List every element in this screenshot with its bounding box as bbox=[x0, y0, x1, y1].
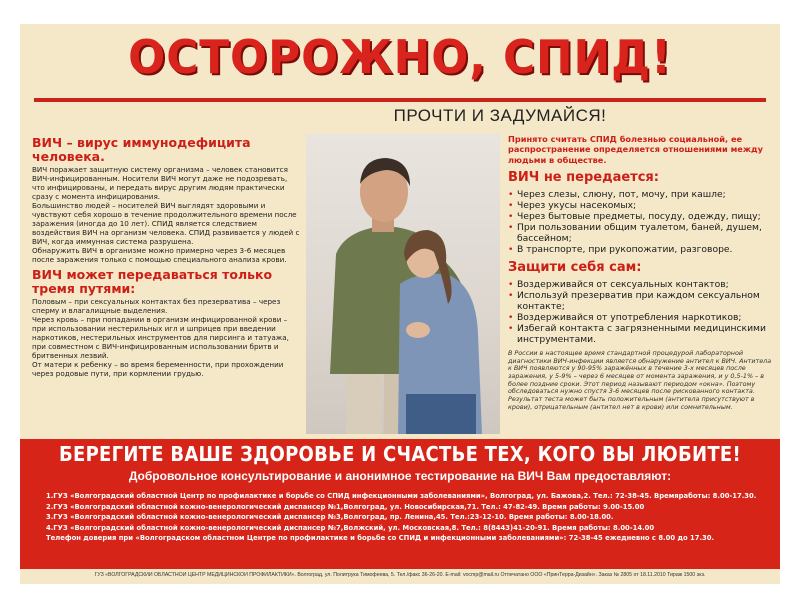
paragraph: Через кровь – при попадании в организм инфицированной крови – при использовании нестерильных игл и шприцев при введении наркотиков, нестерильных инструментов для пирсинга и татуажа, при совместном с ВИЧ-инфицированным использовании бритв и бритвенных лезвий. bbox=[32, 314, 289, 360]
contact-line: 1.ГУЗ «Волгоградский областной Центр по профилактике и борьбе со СПИД инфекционными заболеваниями», Волгоград, ул. Бажова,2. Тел.: 72-38-45. Времяработы: 8.00-17.30. bbox=[46, 492, 757, 500]
list-item: • Через укусы насекомых; bbox=[508, 200, 772, 211]
right-column bbox=[508, 134, 772, 412]
list-item: • Через слезы, слюну, пот, мочу, при кашле; bbox=[508, 189, 772, 200]
list-item: • В транспорте, при рукопожатии, разговоре. bbox=[508, 244, 772, 255]
band-subtitle: Добровольное консультирование и анонимное тестирование на ВИЧ Вам предоставляют: bbox=[128, 469, 672, 483]
transmission-ways-heading: ВИЧ может передаваться только тремя путями: bbox=[32, 266, 273, 297]
paragraph: ВИЧ поражает защитную систему организма – человек становится ВИЧ-инфицированным. Носители ВИЧ могут даже не подозревать, что инфицированы, и передать вирус другим людям практически сразу с момента инфицирования. bbox=[32, 164, 288, 201]
list-item: • При пользовании общим туалетом, баней, душем, бассейном; bbox=[508, 222, 772, 244]
hiv-definition-text bbox=[32, 165, 300, 264]
poster bbox=[20, 24, 780, 584]
paragraph: От матери к ребенку – во время беременности, при прохождении через родовые пути, при кормлении грудью. bbox=[32, 359, 284, 378]
protect-yourself-heading: Защити себя сам: bbox=[508, 259, 642, 275]
list-item: • Избегай контакта с загрязненными медицинскими инструментами. bbox=[508, 323, 772, 345]
contact-line: 3.ГУЗ «Волгоградский областной кожно-венерологический диспансер №3,Волгоград, пр. Ленина,45. Тел.:23-12-10. Время работы: 8.00-18.00. bbox=[46, 513, 614, 522]
band-title: БЕРЕГИТЕ ВАШЕ ЗДОРОВЬЕ И СЧАСТЬЕ ТЕХ, КОГО ВЫ ЛЮБИТЕ! bbox=[59, 442, 741, 466]
poster-title: ОСТОРОЖНО, СПИД! bbox=[128, 30, 672, 84]
contacts-list bbox=[46, 491, 760, 544]
not-transmitted-list bbox=[508, 189, 772, 255]
contact-line: 4.ГУЗ «Волгоградский областной кожно-венерологический диспансер №7,Волжский, ул. Московская,8. Тел.: 8(8443)41-20-91. Время работы: 8.00-14.00 bbox=[46, 523, 655, 532]
contacts-band bbox=[20, 439, 780, 569]
paragraph: Большинство людей – носителей ВИЧ выглядят здоровыми и чувствуют себя хорошо в течение продолжительного времени после заражения (иногда до 10 лет). СПИД является следствием воздействия ВИЧ на организм человека. СПИД развивается у людей с ВИЧ, когда иммунная система разрушена. bbox=[32, 200, 300, 246]
poster-subtitle: ПРОЧТИ И ЗАДУМАЙСЯ! bbox=[393, 106, 607, 125]
testing-note bbox=[508, 350, 772, 412]
hiv-definition-heading: ВИЧ – вирус иммунодефицита человека. bbox=[32, 135, 251, 165]
list-item: • Используй презерватив при каждом сексуальном контакте; bbox=[508, 290, 772, 312]
contact-line: 2.ГУЗ «Волгоградский областной кожно-венерологический диспансер №1,Волгоград, ул. Новосибирская,71. Тел.: 47-82-49. Время работы: 9.00-15.00 bbox=[46, 502, 645, 511]
paragraph: Обнаружить ВИЧ в организме можно примерно через 3-6 месяцев после заражения только с помощью специального анализа крови. bbox=[32, 245, 287, 264]
not-transmitted-heading: ВИЧ не передается: bbox=[508, 169, 659, 185]
list-item: • Воздерживайся от сексуальных контактов; bbox=[508, 279, 772, 290]
paragraph: Результат теста может быть положительным (антитела присутствуют в крови), отрицательным (антител нет в крови) или сомнительным. bbox=[508, 395, 755, 411]
transmission-ways-text bbox=[32, 297, 300, 378]
paragraph: Половым – при сексуальных контактах без презерватива – через сперму и влагалищные выделения. bbox=[32, 296, 281, 315]
list-item: • Через бытовые предметы, посуду, одежду, пищу; bbox=[508, 211, 772, 222]
protect-yourself-list bbox=[508, 279, 772, 345]
contact-line: Телефон доверия при «Волгоградском областном Центре по профилактике и борьбе со СПИД и инфекционными заболеваниями»: 72-38-45 ежедневно с 8.00 до 17.30. bbox=[46, 534, 715, 543]
imprint-footer: ГУЗ «ВОЛГОГРАДСКИЙ ОБЛАСТНОЙ ЦЕНТР МЕДИЦИНСКОЙ ПРОФИЛАКТИКИ». Волгоград, ул. Политрука Тимофеева, 5. Тел./факс 36-26-20. E-mail: vocmp@mail.ru Отпечатано ООО «ПринТерра-Дизайн». Заказ № 2805 от 18.11.2010 Тираж 1500 экз. bbox=[94, 572, 706, 578]
title-divider bbox=[34, 98, 766, 102]
paragraph: В России в настоящее время стандартной процедурой лабораторной диагностики ВИЧ-инфекции является обнаружение антител к ВИЧ. Антитела к ВИЧ появляются у 90-95% заражённых в течение 3-х месяцев после заражения, у 5-9% – через 6 месяцев от момента заражения, и у 0,5-1% – в более поздние сроки. Этот период называют периодом «окна». Поэтому обследоваться нужно спустя 3-6 месяцев после рискованного контакта. bbox=[508, 349, 772, 396]
couple-photo bbox=[306, 134, 500, 434]
list-item: • Воздерживайся от употребления наркотиков; bbox=[508, 312, 772, 323]
social-disease-intro: Принято считать СПИД болезнью социальной, ее распространение определяется отношениями между людьми в обществе. bbox=[508, 134, 763, 165]
couple-illustration bbox=[306, 134, 500, 434]
left-column bbox=[32, 136, 300, 378]
